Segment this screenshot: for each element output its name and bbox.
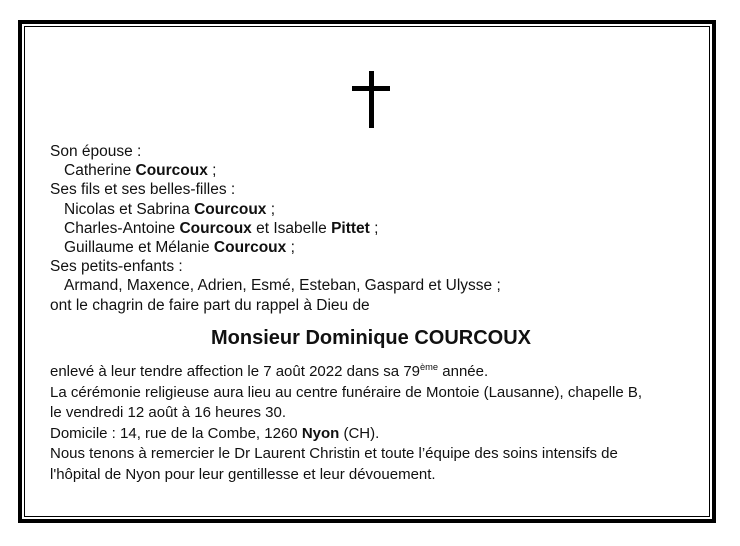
text-line: Son épouse : (50, 143, 142, 160)
text-line: l'hôpital de Nyon pour leur gentillesse et leur dévouement. (50, 465, 436, 483)
text-line: enlevé à leur tendre affection le 7 août 2022 dans sa 79ème année. (50, 362, 489, 380)
text-line: Catherine Courcoux ; (64, 162, 217, 180)
text-line: ont le chagrin de faire part du rappel à Dieu de (50, 296, 370, 314)
text-line: Guillaume et Mélanie Courcoux ; (64, 239, 295, 257)
text-line: Domicile : 14, rue de la Combe, 1260 Nyon (CH). (50, 424, 380, 442)
text-line: La cérémonie religieuse aura lieu au centre funéraire de Montoie (Lausanne), chapelle B, (50, 383, 643, 401)
text-line: le vendredi 12 août à 16 heures 30. (50, 404, 287, 421)
text-line: Ses fils et ses belles-filles : (50, 181, 236, 199)
text-line: Nous tenons à remercier le Dr Laurent Christin et toute l’équipe des soins intensifs de (50, 445, 618, 462)
details-block (50, 362, 642, 485)
text-line: Armand, Maxence, Adrien, Esmé, Esteban, Gaspard et Ulysse ; (64, 277, 501, 295)
family-block (50, 142, 501, 315)
text-line: Nicolas et Sabrina Courcoux ; (64, 200, 276, 218)
text-line: Ses petits-enfants : (50, 258, 183, 276)
deceased-name-title: Monsieur Dominique COURCOUX (210, 327, 531, 349)
cross-icon (352, 71, 390, 128)
text-line: Charles-Antoine Courcoux et Isabelle Pittet ; (64, 219, 379, 237)
